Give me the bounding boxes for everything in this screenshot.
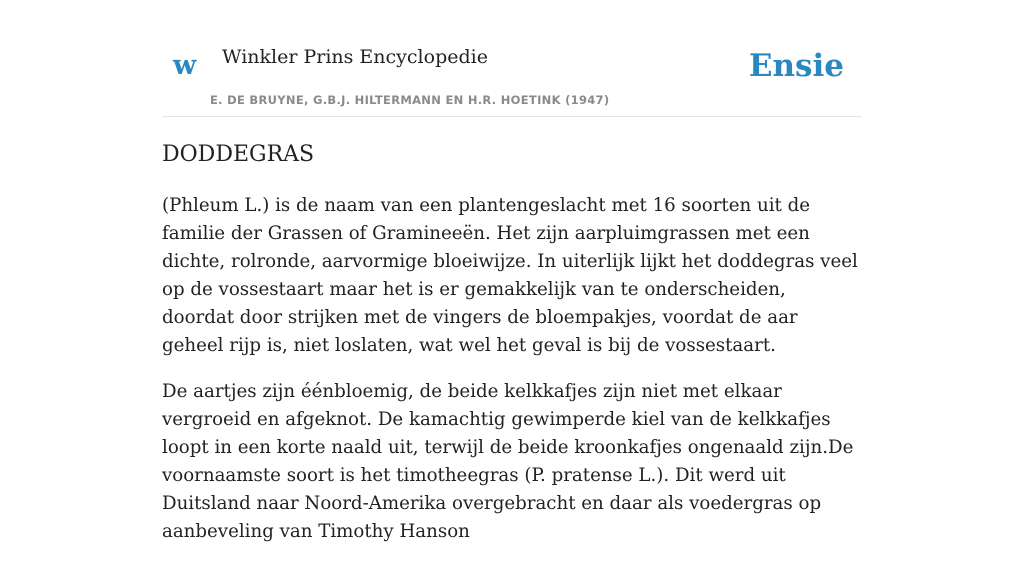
publication-authors: E. DE BRUYNE, G.B.J. HILTERMANN EN H.R. HOETINK (1947): [210, 93, 610, 107]
site-header: [162, 0, 862, 117]
publication-logo[interactable]: w: [173, 50, 197, 81]
article-headword: DODDEGRAS: [162, 142, 315, 167]
article-paragraph: De aartjes zijn éénbloemig, de beide kelkkafjes zijn niet met elkaar vergroeid en afgeknot. De kamachtig gewimperde kiel van de kelkkafjes loopt in een korte naald uit, terwijl de beide kroonkafjes ongenaald zijn.De voornaamste soort is het timotheegras (P. pratense L.). Dit werd uit Duitsland naar Noord-Amerika overgebracht en daar als voedergras op aanbeveling van Timothy Hanson: [162, 381, 854, 542]
publication-title[interactable]: Winkler Prins Encyclopedie: [222, 46, 488, 68]
article: [162, 140, 862, 564]
ensie-logo[interactable]: Ensie: [748, 48, 844, 84]
article-paragraph: (Phleum L.) is de naam van een plantengeslacht met 16 soorten uit de familie der Grassen of Gramineeën. Het zijn aarpluimgrassen met een dichte, rolronde, aarvormige bloeiwijze. In uiterlijk lijkt het doddegras veel op de vossestaart maar het is er gemakkelijk van te onderscheiden, doordat door strijken met de vingers de bloempakjes, voordat de aar geheel rijp is, niet loslaten, wat wel het geval is bij de vossestaart.: [162, 195, 858, 356]
